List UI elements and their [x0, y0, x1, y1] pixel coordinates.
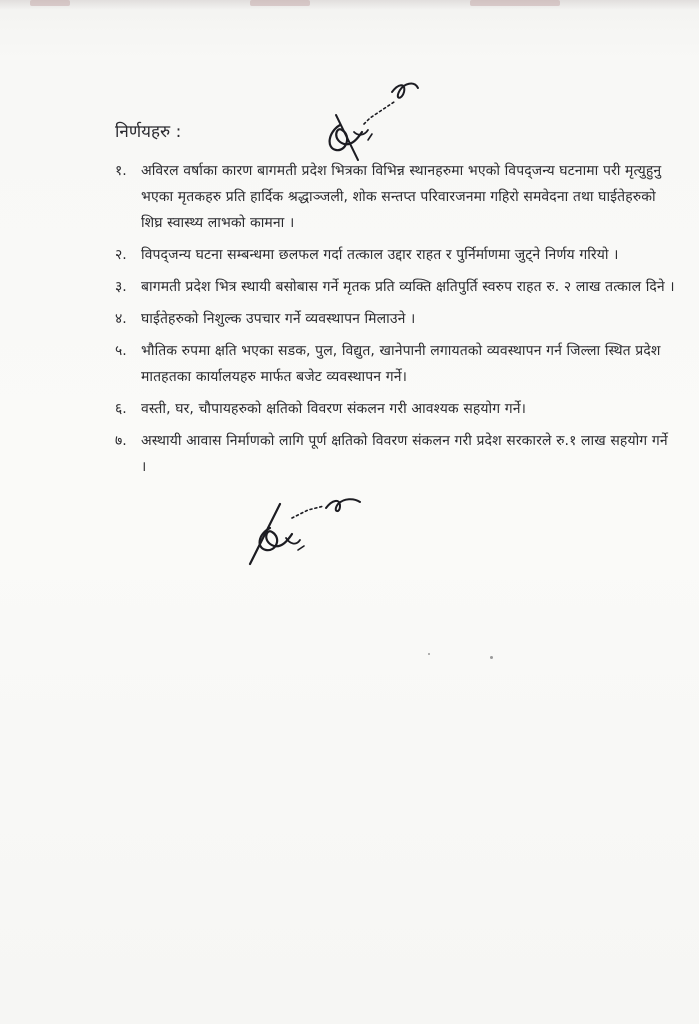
- decision-number: ३.: [115, 279, 127, 295]
- decision-number: ४.: [115, 311, 127, 327]
- decision-item: [115, 396, 675, 422]
- decisions-heading: निर्णयहरु :: [115, 122, 182, 142]
- decision-item: [115, 158, 675, 236]
- decision-number: ६.: [115, 401, 127, 417]
- decision-number: ७.: [115, 433, 127, 449]
- paper-speck: [490, 656, 493, 659]
- decision-text: बागमती प्रदेश भित्र स्थायी बसोबास गर्ने मृतक प्रति व्यक्ति क्षतिपुर्ति स्वरुप राहत रु. २ लाख तत्काल दिने ।: [141, 279, 675, 295]
- decision-item: [115, 338, 675, 390]
- decision-text: विपद्जन्य घटना सम्बन्धमा छलफल गर्दा तत्काल उद्दार राहत र पुर्निर्माणमा जुट्ने निर्णय गरियो ।: [141, 247, 619, 263]
- decision-number: २.: [115, 247, 127, 263]
- decision-text: भौतिक रुपमा क्षति भएका सडक, पुल, विद्युत, खानेपानी लगायतको व्यवस्थापन गर्न जिल्ला स्थित प्रदेश मातहतका कार्यालयहरु मार्फत बजेट व्यवस्थापन गर्ने।: [141, 343, 661, 385]
- decision-number: १.: [115, 163, 127, 179]
- decision-item: [115, 242, 675, 268]
- top-edge-bleed-through: [0, 0, 699, 10]
- decisions-list: [115, 158, 675, 486]
- decision-item: [115, 274, 675, 300]
- paper-speck: [428, 653, 430, 655]
- decision-text: घाईतेहरुको निशुल्क उपचार गर्ने व्यवस्थापन मिलाउने ।: [141, 311, 416, 327]
- decision-item: [115, 428, 675, 480]
- decision-item: [115, 306, 675, 332]
- signature-top: [318, 70, 428, 165]
- decision-text: अविरल वर्षाका कारण बागमती प्रदेश भित्रका विभिन्न स्थानहरुमा भएको विपद्जन्य घटनामा परी मृत्युहुनु भएका मृतकहरु प्रति हार्दिक श्रद्धाञ्जली, शोक सन्तप्त परिवारजनमा गहिरो समवेदना तथा घाईतेहरुको शिघ्र स्वास्थ्य लाभको कामना ।: [141, 163, 662, 231]
- decision-text: वस्ती, घर, चौपायहरुको क्षतिको विवरण संकलन गरी आवश्यक सहयोग गर्ने।: [141, 401, 527, 417]
- decision-number: ५.: [115, 343, 127, 359]
- decision-text: अस्थायी आवास निर्माणको लागि पूर्ण क्षतिको विवरण संकलन गरी प्रदेश सरकारले रु.१ लाख सहयोग गर्ने ।: [141, 433, 668, 475]
- signature-bottom: [240, 488, 370, 568]
